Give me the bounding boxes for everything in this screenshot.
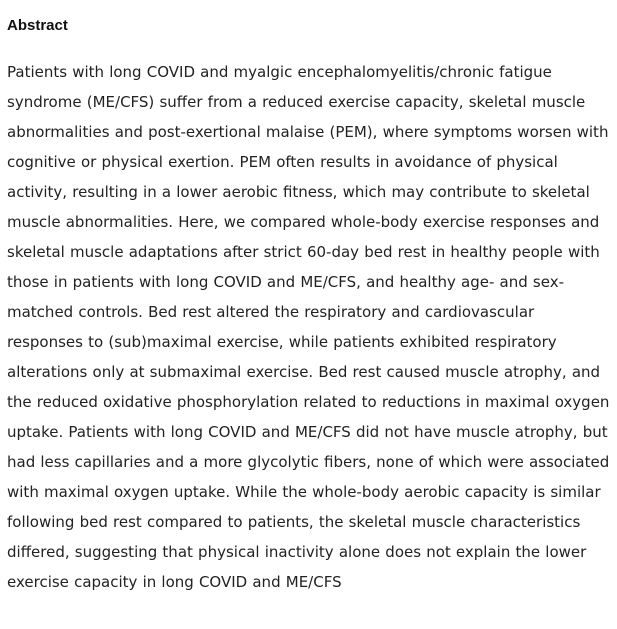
abstract-body-text: Patients with long COVID and myalgic encephalomyelitis/chronic fatigue syndrome (ME/CFS) suffer from a reduced exercise capacity, skeletal muscle abnormalities and post-exertional malaise (PEM), where symptoms worsen with cognitive or physical exertion. PEM often results in avoidance of physical activity, resulting in a lower aerobic fitness, which may contribute to skeletal muscle abnormalities. Here, we compared whole-body exercise responses and skeletal muscle adaptations after strict 60-day bed rest in healthy people with those in patients with long COVID and ME/CFS, and healthy age- and sex-matched controls. Bed rest altered the respiratory and cardiovascular responses to (sub)maximal exercise, while patients exhibited respiratory alterations only at submaximal exercise. Bed rest caused muscle atrophy, and the reduced oxidative phosphorylation related to reductions in maximal oxygen uptake. Patients with long COVID and ME/CFS did not have muscle atrophy, but had less capillaries and a more glycolytic fibers, none of which were associated with maximal oxygen uptake. While the whole-body aerobic capacity is similar following bed rest compared to patients, the skeletal muscle characteristics differed, suggesting that physical inactivity alone does not explain the lower exercise capacity in long COVID and ME/CFS [7,63,610,591]
abstract-heading: Abstract [7,17,68,34]
